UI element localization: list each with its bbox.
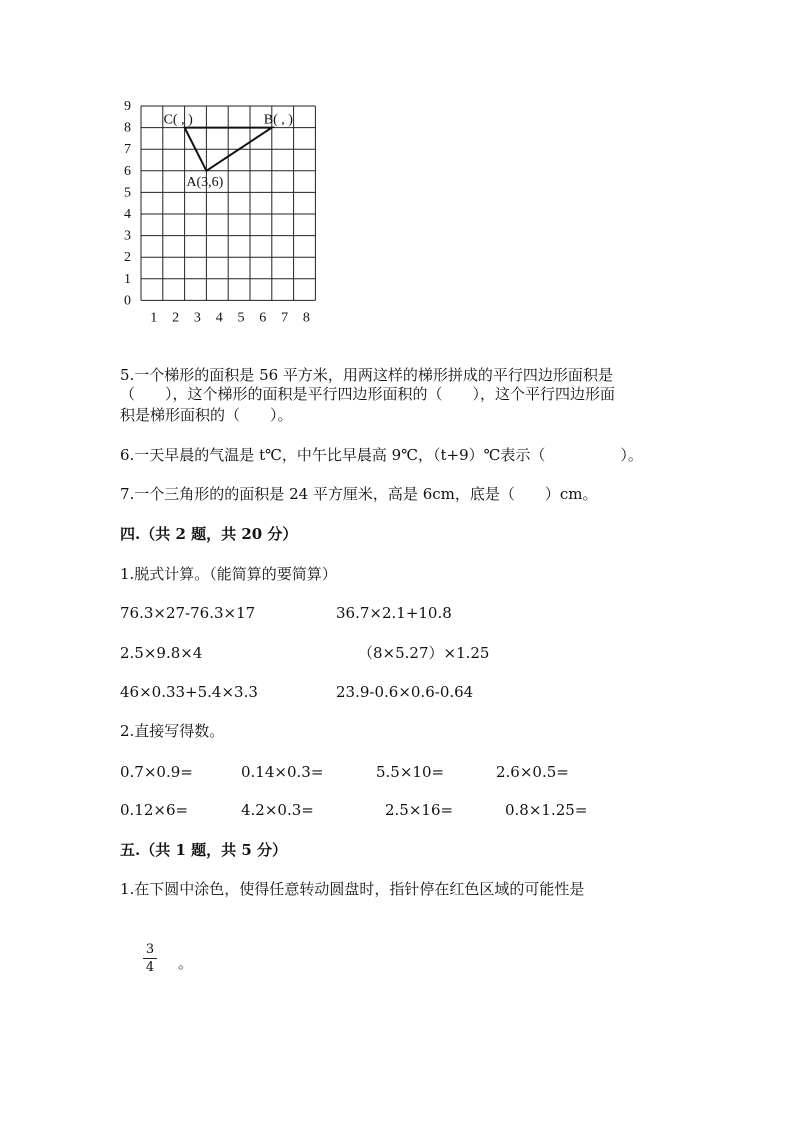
section-5-title: 五.（共 1 题，共 5 分） <box>120 841 287 859</box>
y-tick-label: 3 <box>124 228 131 244</box>
calc-2: 0.14×0.3= <box>241 763 324 781</box>
fraction-bar <box>143 958 157 959</box>
calc-6: 4.2×0.3= <box>241 801 314 819</box>
x-tick-label: 8 <box>302 310 310 322</box>
section-4-problem-2-title: 2.直接写得数。 <box>120 722 225 740</box>
calc-5: 0.12×6= <box>120 801 189 819</box>
point-a-label: A(3,6) <box>186 174 224 190</box>
fraction-numerator: 3 <box>145 942 155 957</box>
y-tick-label: 0 <box>124 293 131 309</box>
coordinate-grid-figure <box>118 92 338 322</box>
expression-1: 76.3×27-76.3×17 <box>120 604 256 622</box>
question-5-line-2: （ ），这个梯形的面积是平行四边形面积的（ ），这个平行四边形面 <box>120 385 616 403</box>
question-5-line-1: 5.一个梯形的面积是 56 平方米，用两这样的梯形拼成的平行四边形面积是 <box>120 366 613 384</box>
y-tick-label: 6 <box>124 163 131 179</box>
y-tick-label: 8 <box>124 120 131 136</box>
y-tick-label: 2 <box>124 250 131 266</box>
x-tick-label: 3 <box>193 310 201 322</box>
coordinate-grid <box>118 92 338 322</box>
question-7: 7.一个三角形的的面积是 24 平方厘米，高是 6cm，底是（ ）cm。 <box>120 485 598 503</box>
question-6: 6.一天早晨的气温是 t℃，中午比早晨高 9℃，（t+9）℃表示（ ）。 <box>120 446 643 464</box>
calc-7: 2.5×16= <box>385 801 454 819</box>
x-tick-label: 2 <box>172 310 180 322</box>
section-5-problem-1: 1.在下圆中涂色，使得任意转动圆盘时，指针停在红色区域的可能性是 <box>120 880 585 898</box>
section-4-problem-1-title: 1.脱式计算。（能简算的要简算） <box>120 565 337 583</box>
expression-4: （8×5.27）×1.25 <box>358 644 490 662</box>
calc-8: 0.8×1.25= <box>505 801 588 819</box>
calc-4: 2.6×0.5= <box>496 763 569 781</box>
x-tick-label: 7 <box>281 310 289 322</box>
y-tick-label: 1 <box>124 271 131 287</box>
x-tick-label: 6 <box>259 310 267 322</box>
x-tick-label: 1 <box>150 310 158 322</box>
fraction-three-quarters <box>143 942 157 975</box>
question-5-line-3: 积是梯形面积的（ ）。 <box>120 406 293 424</box>
y-tick-label: 5 <box>124 185 131 201</box>
section-4-title: 四.（共 2 题，共 20 分） <box>120 525 298 543</box>
expression-6: 23.9-0.6×0.6-0.64 <box>336 683 474 701</box>
x-tick-label: 4 <box>215 310 223 322</box>
ending-period: 。 <box>178 954 194 972</box>
y-tick-label: 9 <box>124 99 131 114</box>
expression-2: 36.7×2.1+10.8 <box>336 604 452 622</box>
calc-3: 5.5×10= <box>376 763 445 781</box>
x-tick-label: 5 <box>237 310 245 322</box>
y-tick-label: 7 <box>124 142 131 158</box>
calc-1: 0.7×0.9= <box>120 763 193 781</box>
y-tick-label: 4 <box>124 207 131 222</box>
expression-5: 46×0.33+5.4×3.3 <box>120 683 258 701</box>
expression-3: 2.5×9.8×4 <box>120 644 203 662</box>
fraction-denominator: 4 <box>145 960 155 975</box>
point-b-label: B( , ) <box>263 112 293 128</box>
point-c-label: C( , ) <box>163 112 193 128</box>
